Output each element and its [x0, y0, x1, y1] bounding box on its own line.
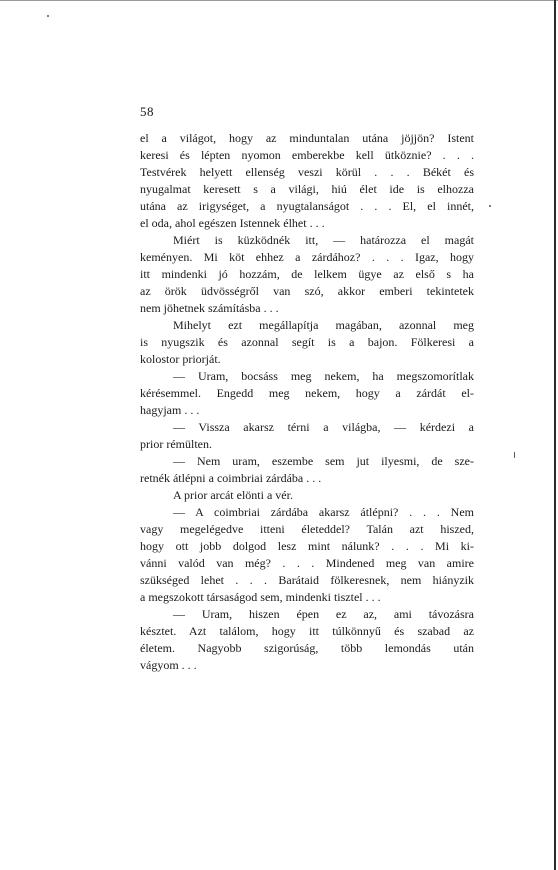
- text-line: Miért is küzködnék itt, — határozza el magát: [173, 233, 474, 247]
- scan-speck: [489, 205, 491, 207]
- text-line: el a világot, hogy az minduntalan utána jöjjön? Istent: [140, 131, 474, 145]
- text-line: — Vissza akarsz térni a világba, — kérdezi a: [173, 420, 474, 434]
- body-text: [140, 130, 474, 674]
- text-line: vánni valód van még? . . . Mindened meg van amire: [140, 556, 474, 570]
- text-line: el oda, ahol egészen Istennek élhet . . .: [140, 216, 325, 230]
- text-line: hogy ott jobb dolgod lesz mint nálunk? . . . Mi ki-: [140, 539, 474, 553]
- text-line: utána az irigységet, a nyugtalanságot . . . El, el innét,: [140, 199, 474, 213]
- text-line: keresi és lépten nyomon emberekbe kell ütköznie? . . .: [140, 148, 474, 162]
- text-line: prior rémülten.: [140, 437, 212, 451]
- scan-speck: [514, 452, 515, 458]
- text-line: retnék átlépni a coimbriai zárdába . . .: [140, 471, 322, 485]
- text-line: A prior arcát elönti a vér.: [173, 488, 293, 502]
- text-line: — Uram, hiszen épen ez az, ami távozásra: [173, 607, 474, 621]
- text-line: vagy megelégedve itteni életeddel? Talán azt hiszed,: [140, 522, 474, 536]
- text-line: kolostor priorját.: [140, 352, 221, 366]
- text-line: kérésemmel. Engedd meg nekem, hogy a zárdát el-: [140, 386, 474, 400]
- text-line: szükséged lehet . . . Barátaid fölkeresnek, nem hiányzik: [140, 573, 474, 587]
- text-line: késztet. Azt találom, hogy itt túlkönnyű és szabad az: [140, 624, 474, 638]
- page-number: 58: [140, 104, 154, 119]
- scan-edge-right: [554, 0, 556, 870]
- text-line: — A coimbriai zárdába akarsz átlépni? . . . Nem: [173, 505, 474, 519]
- text-line: nyugalmat keresett s a világi, hiú élet ide is elhozza: [140, 182, 474, 196]
- text-line: vágyom . . .: [140, 658, 197, 672]
- scan-speck: [47, 15, 49, 17]
- text-line: Testvérek helyett ellenség veszi körül . . . Békét és: [140, 165, 474, 179]
- text-line: az örök üdvösségről van szó, akkor emberi tekintetek: [140, 284, 474, 298]
- text-line: itt mindenki jó hozzám, de lelkem ügye az első s ha: [140, 267, 474, 281]
- text-line: is nyugszik és azonnal segít is a bajon. Fölkeresi a: [140, 335, 474, 349]
- text-line: hagyjam . . .: [140, 403, 200, 417]
- text-line: — Uram, bocsáss meg nekem, ha megszomorítlak: [173, 369, 474, 383]
- text-line: Mihelyt ezt megállapítja magában, azonnal meg: [173, 318, 474, 332]
- text-line: — Nem uram, eszembe sem jut ilyesmi, de sze-: [173, 454, 474, 468]
- text-line: nem jöhetnek számításba . . .: [140, 301, 279, 315]
- text-line: életem. Nagyobb szigorúság, több lemondás után: [140, 641, 474, 655]
- scan-edge-top: [0, 0, 558, 1]
- text-line: keményen. Mi köt ehhez a zárdához? . . . Igaz, hogy: [140, 250, 474, 264]
- text-line: a megszokott társaságod sem, mindenki tisztel . . .: [140, 590, 381, 604]
